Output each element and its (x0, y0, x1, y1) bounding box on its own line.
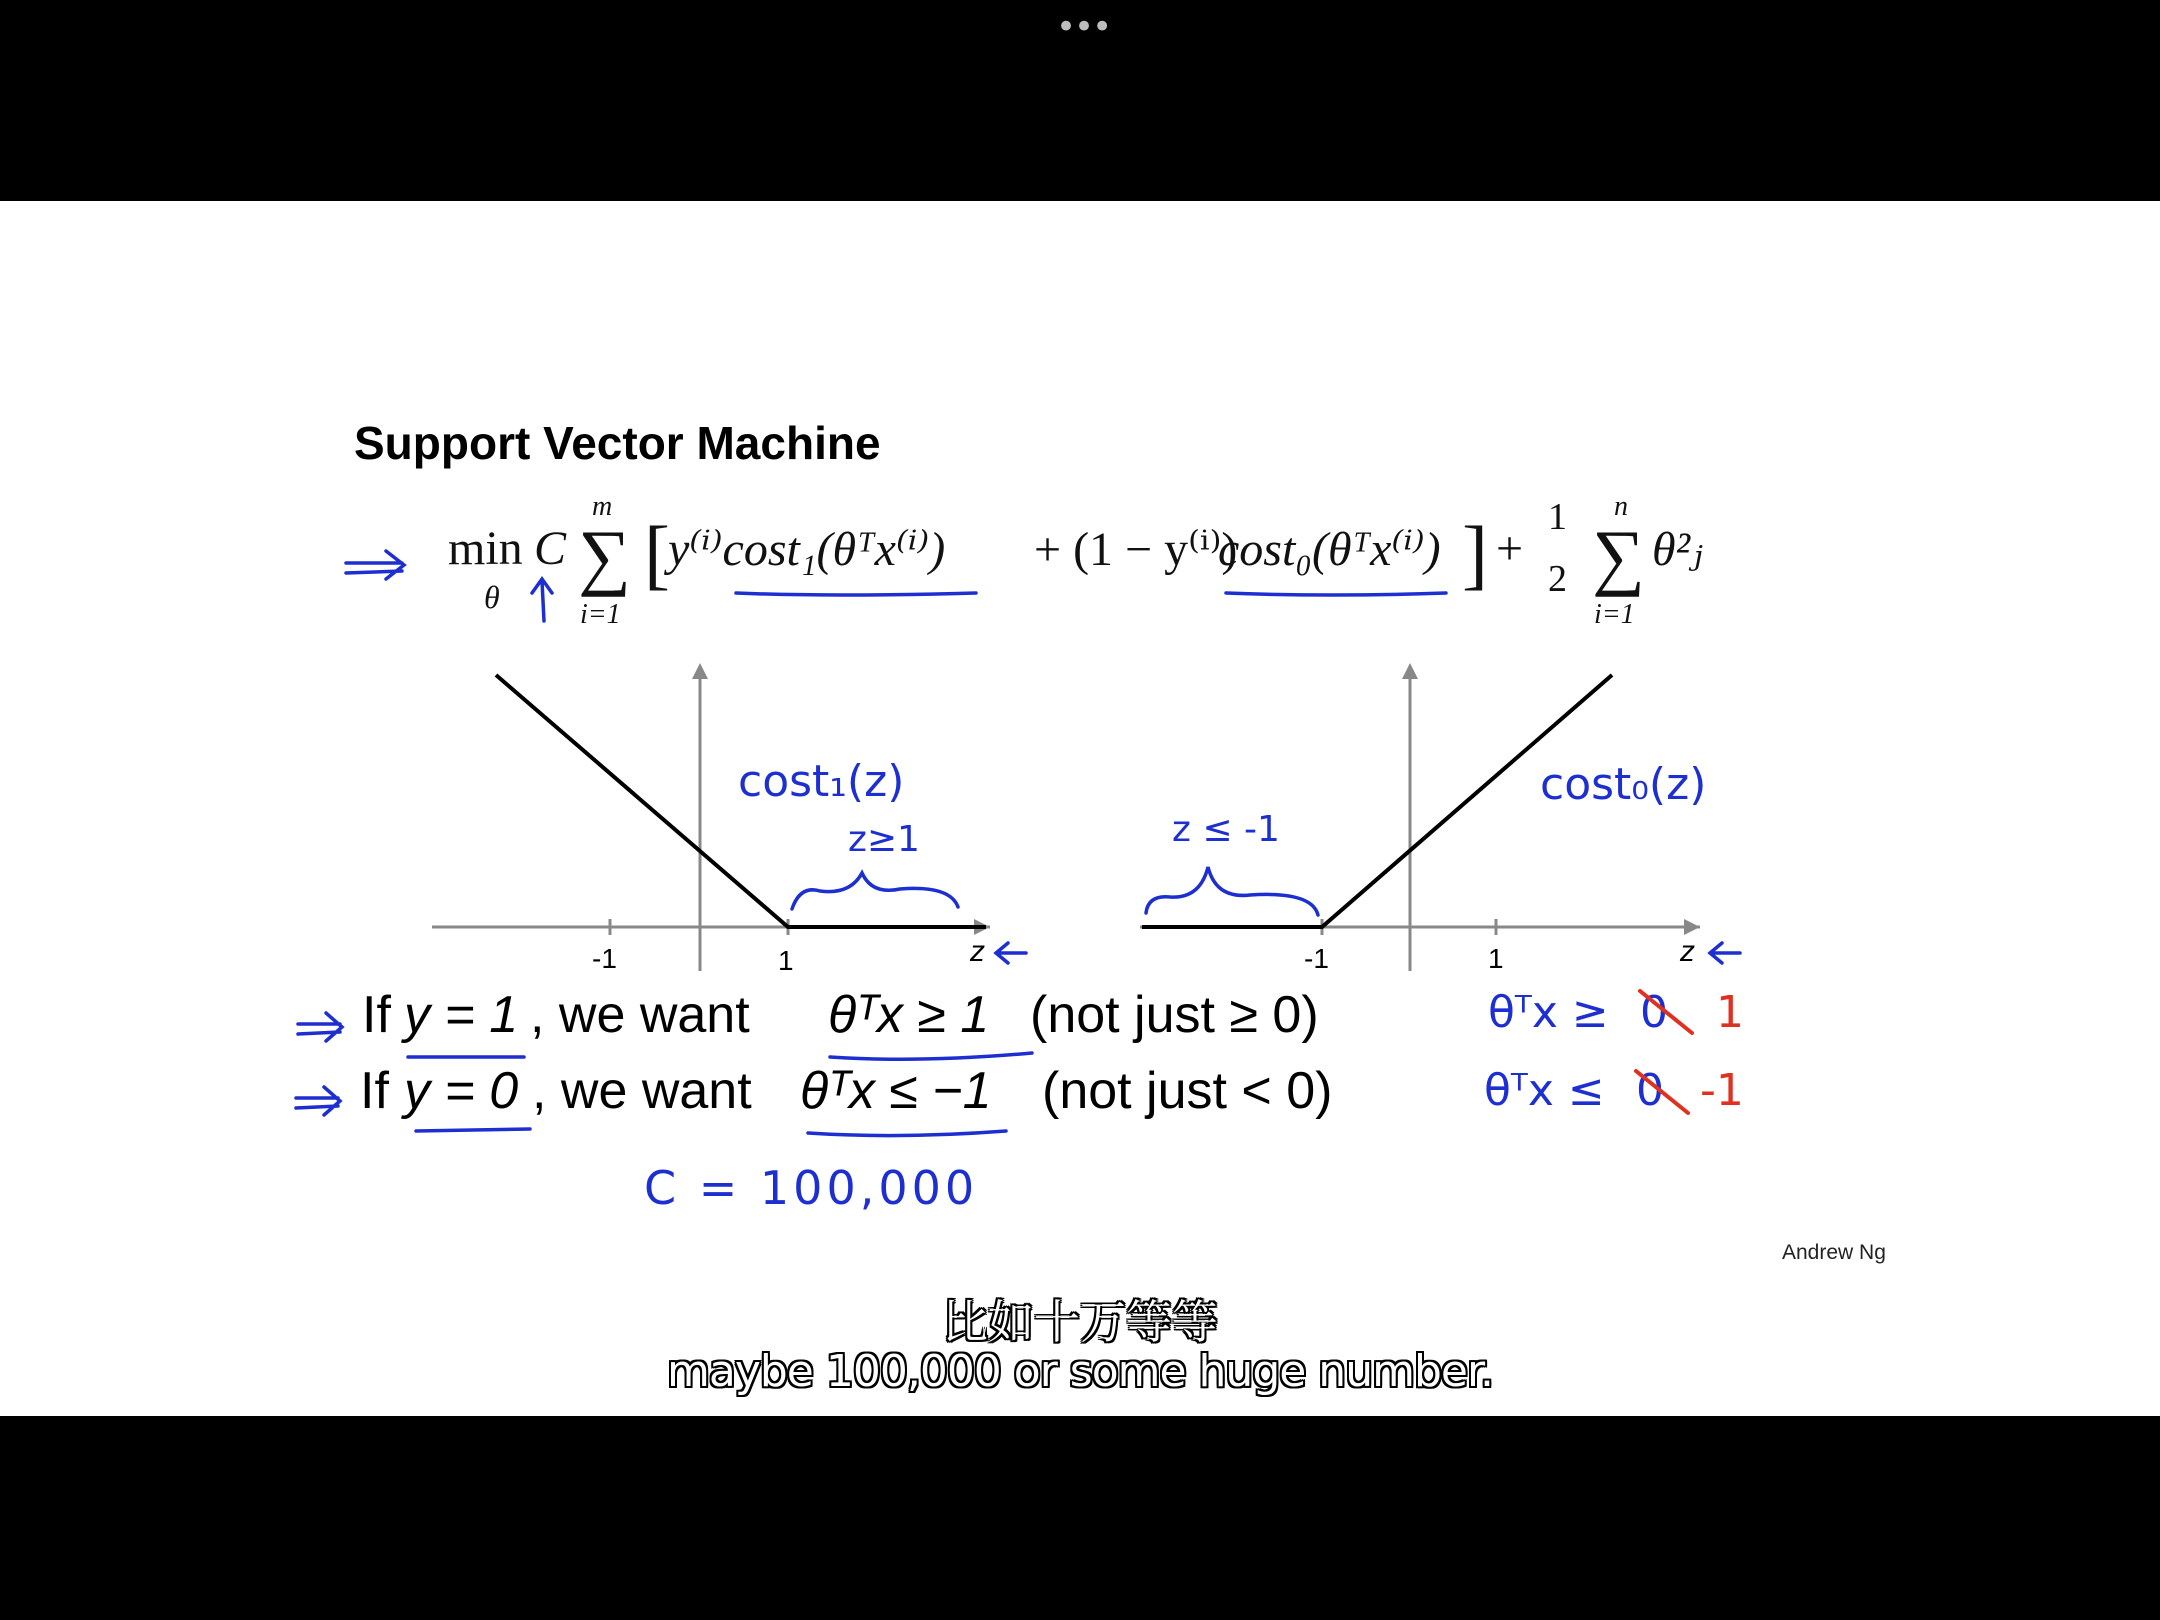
left-axis-z: z (970, 935, 985, 968)
annotation2-cross (1636, 1071, 1688, 1113)
formula-bracket-right: ] (1462, 510, 1488, 597)
condition1-ineq: θᵀx ≥ 1 (828, 986, 990, 1044)
annotation2-value: -1 (1700, 1065, 1744, 1116)
slide-title: Support Vector Machine (354, 417, 881, 469)
formula-plus-mid: + (1 − y⁽ⁱ⁾) (1034, 523, 1238, 576)
condition1-want: , we want (530, 986, 750, 1044)
left-y-axis-arrow (692, 663, 708, 679)
formula-min-sub: θ (484, 579, 500, 615)
annotation1-value: 1 (1716, 987, 1744, 1038)
annotation1-cross (1640, 991, 1692, 1033)
annotation1-crossed: 0 (1640, 987, 1668, 1038)
condition2-want: , we want (532, 1062, 752, 1120)
condition2-if: If (360, 1062, 389, 1120)
condition2-arrow (296, 1087, 340, 1115)
condition1-ineq-underline (830, 1053, 1032, 1059)
slide (0, 201, 2160, 1416)
formula-half-num: 1 (1548, 496, 1567, 538)
formula-term2: cost₀(θᵀx⁽ⁱ⁾) (1218, 523, 1441, 576)
right-x-axis-arrow (1684, 919, 1700, 935)
subtitle-chinese: 比如十万等等 (942, 1295, 1218, 1349)
pen-strokes-red (1636, 991, 1692, 1113)
cost0-region-label: z ≤ -1 (1172, 809, 1280, 850)
condition2-ineq-underline (808, 1131, 1006, 1136)
condition1-cond: y = 1 (404, 986, 519, 1044)
formula-bracket-left: [ (644, 510, 670, 597)
player-top-bar (0, 0, 2160, 201)
formula-sum2-bottom: i=1 (1594, 599, 1635, 630)
condition2-ineq: θᵀx ≤ −1 (800, 1062, 992, 1120)
annotation1: θᵀx ≥ (1488, 987, 1609, 1038)
annotation2-crossed: 0 (1636, 1065, 1664, 1116)
player-bottom-bar (0, 1416, 2160, 1620)
cost1-label: cost₁(z) (738, 756, 905, 807)
cost0-curve (1142, 675, 1612, 927)
subtitle-english: maybe 100,000 or some huge number. (667, 1346, 1493, 1397)
condition2-cond-underline (416, 1129, 530, 1131)
slide-drawings (0, 201, 2160, 1416)
formula-C: C (534, 522, 567, 575)
condition2-note: (not just < 0) (1042, 1062, 1333, 1120)
left-tick-neg1: -1 (592, 943, 617, 974)
formula-sum1: ∑ (578, 516, 631, 598)
right-region-brace (1146, 867, 1318, 915)
author-credit: Andrew Ng (1782, 1241, 1886, 1264)
condition1-if: If (362, 986, 391, 1044)
annotation2: θᵀx ≤ (1484, 1065, 1605, 1116)
formula-sum2: ∑ (1592, 516, 1645, 598)
pen-strokes-blue (296, 551, 1740, 1136)
left-tick-1: 1 (778, 945, 794, 976)
right-tick-1: 1 (1488, 943, 1504, 974)
left-region-brace (792, 873, 958, 909)
formula-plus: + (1496, 522, 1524, 575)
more-horizontal-icon[interactable]: ••• (1056, 7, 1111, 47)
left-z-arrow (996, 943, 1026, 963)
formula-sum1-top: m (592, 491, 613, 522)
formula-sum2-top: n (1614, 491, 1628, 522)
right-z-arrow (1710, 943, 1740, 963)
right-y-axis-arrow (1402, 663, 1418, 679)
c-up-arrow (532, 579, 552, 621)
formula-half-den: 2 (1548, 558, 1567, 600)
c-value-annotation: C = 100,000 (644, 1161, 979, 1215)
condition2-cond: y = 0 (404, 1062, 519, 1120)
condition1-arrow (298, 1013, 342, 1041)
formula-pointer-arrow (346, 551, 404, 579)
formula-min: min (448, 522, 523, 575)
formula-theta-sq: θ²ⱼ (1652, 523, 1703, 576)
right-axis-z: z (1680, 935, 1695, 968)
formula-term1: y⁽ⁱ⁾cost₁(θᵀx⁽ⁱ⁾) (668, 523, 946, 576)
condition1-note: (not just ≥ 0) (1030, 986, 1319, 1044)
right-tick-neg1: -1 (1304, 943, 1329, 974)
cost0-label: cost₀(z) (1540, 759, 1707, 810)
cost0-underline (1226, 593, 1446, 595)
cost1-underline (736, 593, 976, 595)
cost1-region-label: z≥1 (848, 819, 920, 860)
formula-sum1-bottom: i=1 (580, 599, 621, 630)
